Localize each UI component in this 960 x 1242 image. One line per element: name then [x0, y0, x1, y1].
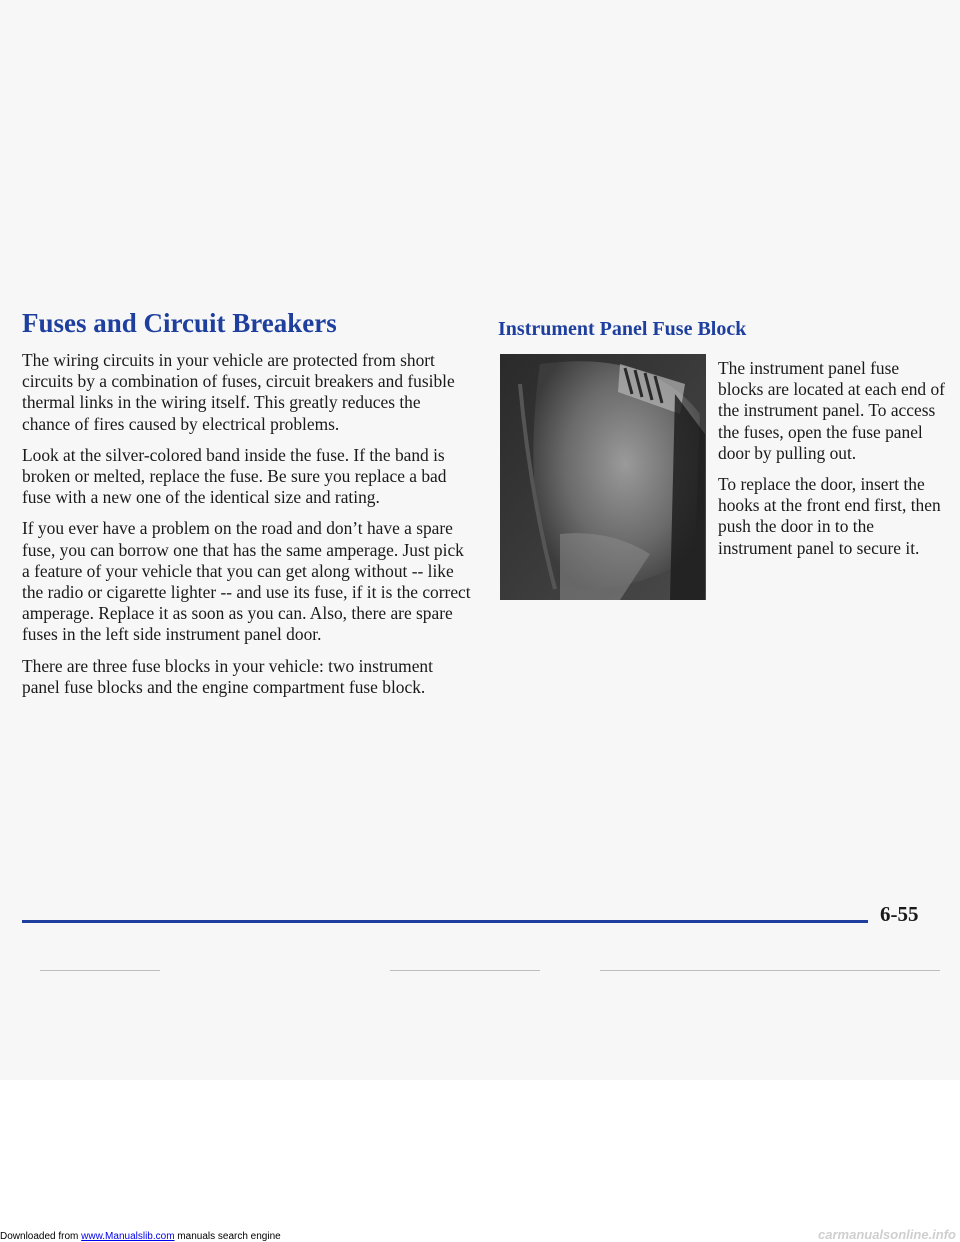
right-column: [498, 316, 948, 558]
footer-suffix: manuals search engine: [174, 1231, 281, 1242]
watermark: carmanualsonline.info: [818, 1227, 956, 1242]
paragraph: If you ever have a problem on the road and don’t have a spare fuse, you can borrow one that has the same amperage. Just pick a feature of your vehicle that you can get along without -- like the radio or cigarette lighter -- and use its fuse, if it is the correct amperage. Replace it as soon as you can. Also, there are spare fuses in the left side instrument panel door.: [22, 518, 471, 645]
scan-artifact-line: [390, 970, 540, 971]
paragraph: The wiring circuits in your vehicle are protected from short circuits by a combination of fuses, circuit breakers and fusible thermal links in the wiring itself. This greatly reduces the chance of fires caused by electrical problems.: [22, 350, 455, 434]
page-number: 6-55: [880, 902, 919, 926]
paragraph: The instrument panel fuse blocks are located at each end of the instrument panel. To access the fuses, open the fuse panel door by pulling out.: [718, 358, 945, 463]
fuse-panel-illustration: [500, 354, 706, 600]
subsection-title: Instrument Panel Fuse Block: [498, 318, 747, 340]
download-footer: [0, 1231, 960, 1242]
right-text-block: [718, 358, 946, 569]
paragraph: Look at the silver-colored band inside the fuse. If the band is broken or melted, replace the fuse. Be sure you replace a bad fuse with a new one of the identical size and rating.: [22, 444, 447, 508]
section-title: Fuses and Circuit Breakers: [22, 308, 337, 338]
manualslib-link[interactable]: www.Manualslib.com: [81, 1231, 175, 1242]
footer-prefix: Downloaded from: [0, 1231, 82, 1242]
footer-rule: [22, 920, 868, 923]
scan-artifact-line: [40, 970, 160, 971]
scan-artifact-line: [600, 970, 940, 971]
fuse-panel-photo: [500, 354, 706, 600]
paragraph: There are three fuse blocks in your vehicle: two instrument panel fuse blocks and the engine compartment fuse block.: [22, 655, 433, 697]
left-column: [22, 306, 472, 708]
paragraph: To replace the door, insert the hooks at the front end first, then push the door in to the instrument panel to secure it.: [718, 474, 941, 558]
